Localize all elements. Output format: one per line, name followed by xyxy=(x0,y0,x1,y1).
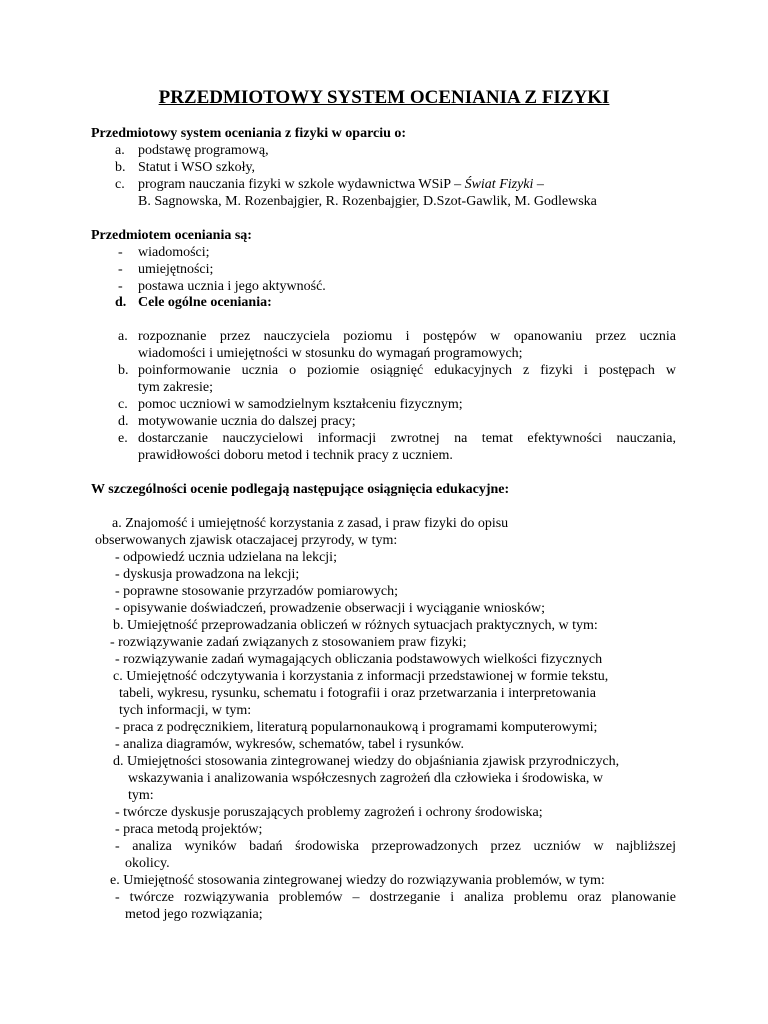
basis-c-text-italic: Świat Fizyki xyxy=(464,177,534,192)
achievement-line: - rozwiązywanie zadań związanych z stosowaniem praw fizyki; xyxy=(110,635,467,650)
achievement-line: - praca z podręcznikiem, literaturą popularnonaukową i programami komputerowymi; xyxy=(115,720,598,735)
goal-c-marker: c. xyxy=(118,397,128,412)
page-title: PRZEDMIOTOWY SYSTEM OCENIANIA Z FIZYKI xyxy=(158,87,610,108)
achievement-line: a. Znajomość i umiejętność korzystania z zasad, i praw fizyki do opisu xyxy=(112,516,509,531)
goal-e-marker: e. xyxy=(118,431,128,446)
goals-heading: Cele ogólne oceniania: xyxy=(138,295,272,310)
goal-e-line1: dostarczanie nauczycielowi informacji zwrotnej na temat efektywności nauczania, xyxy=(138,431,676,446)
achievement-line: - opisywanie doświadczeń, prowadzenie obserwacji i wyciąganie wniosków; xyxy=(115,601,545,616)
achievement-line: - analiza diagramów, wykresów, schematów, tabel i rysunków. xyxy=(115,737,464,752)
basis-c-text-1: program nauczania fizyki w szkole wydawnictwa WSiP – xyxy=(138,177,465,192)
subject-dash: - xyxy=(118,279,123,294)
achievement-line: - twórcze rozwiązywania problemów – dostrzeganie i analiza problemu oraz planowanie xyxy=(115,890,676,905)
achievement-line: okolicy. xyxy=(125,856,170,871)
basis-b-marker: b. xyxy=(115,160,126,175)
goal-b-line2: tym zakresie; xyxy=(138,380,214,395)
goal-a-line1: rozpoznanie przez nauczyciela poziomu i postępów w opanowaniu przez ucznia xyxy=(138,329,676,344)
goal-a-line2: wiadomości i umiejętności w stosunku do wymagań programowych; xyxy=(138,346,523,361)
achievement-line: - poprawne stosowanie przyrzadów pomiarowych; xyxy=(115,584,399,599)
goal-a-marker: a. xyxy=(118,329,128,344)
goal-d-line1: motywowanie ucznia do dalszej pracy; xyxy=(138,414,356,429)
achievement-line: - analiza wyników badań środowiska przeprowadzonych przez uczniów w najbliższej xyxy=(115,839,676,854)
basis-c-text xyxy=(138,176,544,193)
goal-b-line1: poinformowanie ucznia o poziomie osiągnięć edukacyjnych z fizyki i postępach w xyxy=(138,363,676,378)
basis-heading: Przedmiotowy system oceniania z fizyki w oparciu o: xyxy=(91,126,407,141)
subject-heading: Przedmiotem oceniania są: xyxy=(91,228,252,243)
achievements-heading: W szczególności ocenie podlegają następujące osiągnięcia edukacyjne: xyxy=(91,482,510,497)
achievement-line: metod jego rozwiązania; xyxy=(125,907,263,922)
achievement-line: - twórcze dyskusje poruszających problemy zagrożeń i ochrony środowiska; xyxy=(115,805,543,820)
goal-c-line1: pomoc uczniowi w samodzielnym kształceniu fizycznym; xyxy=(138,397,463,412)
achievement-line: tym: xyxy=(128,788,154,803)
subject-dash: - xyxy=(118,262,123,277)
goal-b-marker: b. xyxy=(118,363,129,378)
achievement-line: tych informacji, w tym: xyxy=(119,703,252,718)
achievement-line: - dyskusja prowadzona na lekcji; xyxy=(115,567,300,582)
achievement-line: tabeli, wykresu, rysunku, schematu i fotografii i oraz przetwarzania i interpretowania xyxy=(119,686,596,701)
basis-a-marker: a. xyxy=(115,143,125,158)
basis-b-text: Statut i WSO szkoły, xyxy=(138,160,256,175)
achievement-line: obserwowanych zjawisk otaczajacej przyrody, w tym: xyxy=(95,533,398,548)
achievement-line: - rozwiązywanie zadań wymagających obliczania podstawowych wielkości fizycznych xyxy=(115,652,603,667)
achievement-line: - praca metodą projektów; xyxy=(115,822,263,837)
basis-a-text: podstawę programową, xyxy=(138,143,269,158)
achievement-line: d. Umiejętności stosowania zintegrowanej wiedzy do objaśniania zjawisk przyrodniczych, xyxy=(113,754,620,769)
subject-item: umiejętności; xyxy=(138,262,214,277)
achievement-line: wskazywania i analizowania współczesnych zagrożeń dla człowieka i środowiska, w xyxy=(128,771,604,786)
goal-e-line2: prawidłowości doboru metod i technik pracy z uczniem. xyxy=(138,448,453,463)
basis-c-marker: c. xyxy=(115,177,125,192)
subject-item: wiadomości; xyxy=(138,245,210,260)
achievement-line: e. Umiejętność stosowania zintegrowanej wiedzy do rozwiązywania problemów, w tym: xyxy=(110,873,605,888)
goals-marker: d. xyxy=(115,295,127,310)
achievement-line: b. Umiejętność przeprowadzania obliczeń w różnych sytuacjach praktycznych, w tym: xyxy=(113,618,598,633)
achievement-line: - odpowiedź ucznia udzielana na lekcji; xyxy=(115,550,337,565)
goal-d-marker: d. xyxy=(118,414,129,429)
subject-item: postawa ucznia i jego aktywność. xyxy=(138,279,326,294)
basis-c-continuation: B. Sagnowska, M. Rozenbajgier, R. Rozenbajgier, D.Szot-Gawlik, M. Godlewska xyxy=(138,194,597,209)
basis-c-text-2: – xyxy=(533,177,544,192)
subject-dash: - xyxy=(118,245,123,260)
achievement-line: c. Umiejętność odczytywania i korzystania z informacji przedstawionej w formie tekstu, xyxy=(113,669,609,684)
